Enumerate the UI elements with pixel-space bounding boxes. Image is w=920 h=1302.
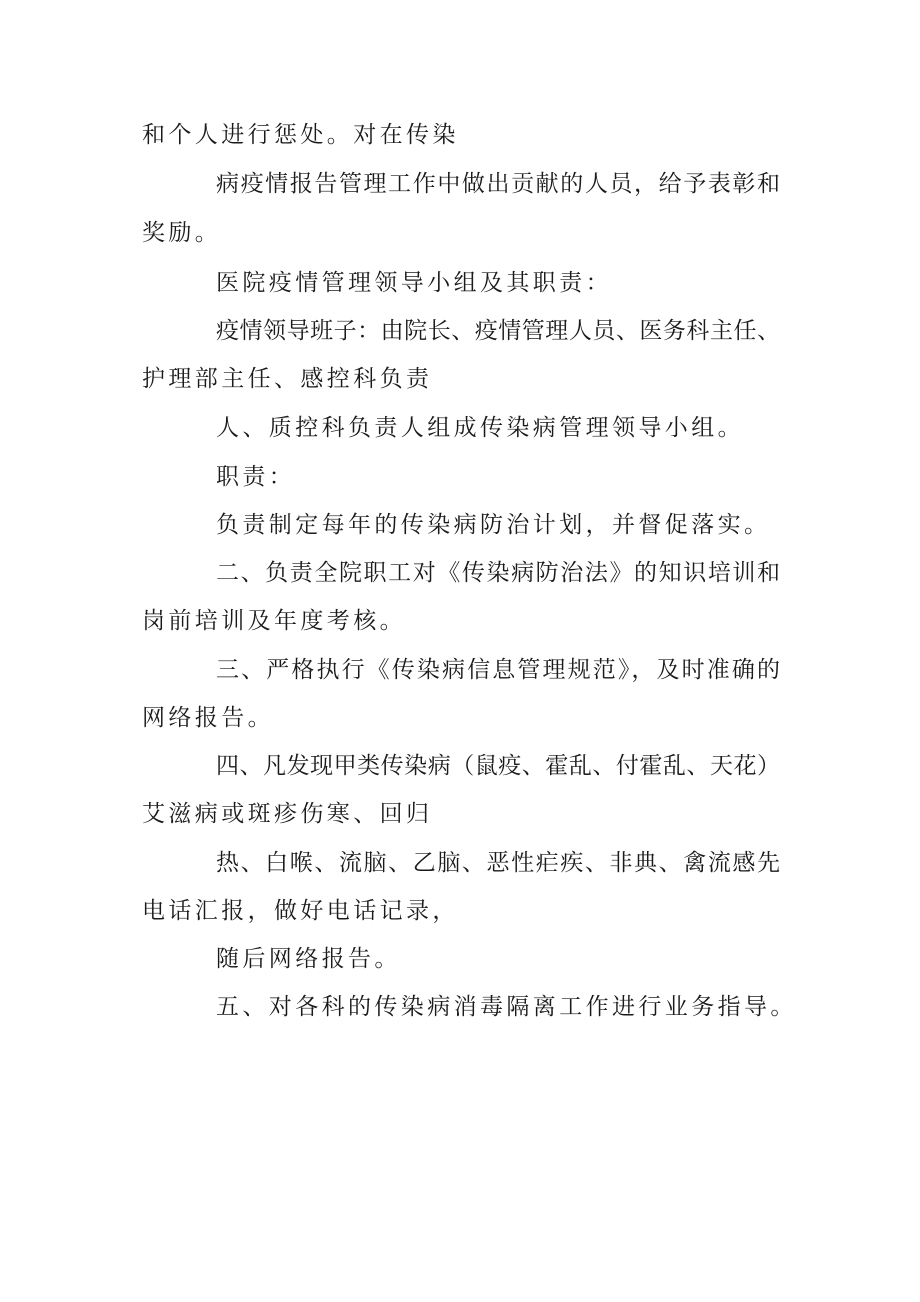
text-line-14: 四、凡发现甲类传染病（鼠疫、霍乱、付霍乱、天花） [216, 753, 780, 779]
text-line-18: 随后网络报告。 [216, 946, 401, 972]
text-line-5: 疫情领导班子：由院长、疫情管理人员、医务科主任、 [216, 318, 780, 344]
text-line-4: 医院疫情管理领导小组及其职责： [216, 270, 612, 296]
text-line-6: 护理部主任、感控科负责 [142, 366, 433, 392]
text-line-13: 网络报告。 [142, 705, 274, 731]
text-line-2: 病疫情报告管理工作中做出贡献的人员，给予表彰和 [216, 171, 780, 197]
text-line-11: 岗前培训及年度考核。 [142, 608, 406, 634]
text-line-9: 负责制定每年的传染病防治计划，并督促落实。 [216, 512, 771, 538]
text-line-12: 三、严格执行《传染病信息管理规范》，及时准确的 [216, 657, 780, 683]
text-line-17: 电话汇报，做好电话记录， [142, 898, 459, 924]
text-line-1: 和个人进行惩处。对在传染 [142, 122, 459, 148]
text-line-8: 职责： [216, 464, 296, 490]
text-line-19: 五、对各科的传染病消毒隔离工作进行业务指导。 [216, 994, 797, 1020]
text-line-16: 热、白喉、流脑、乙脑、恶性疟疾、非典、禽流感先 [216, 850, 780, 876]
text-line-15: 艾滋病或斑疹伤寒、回归 [142, 801, 433, 827]
text-line-10: 二、负责全院职工对《传染病防治法》的知识培训和 [216, 560, 780, 586]
text-line-3: 奖励。 [142, 220, 222, 246]
text-line-7: 人、质控科负责人组成传染病管理领导小组。 [216, 415, 744, 441]
